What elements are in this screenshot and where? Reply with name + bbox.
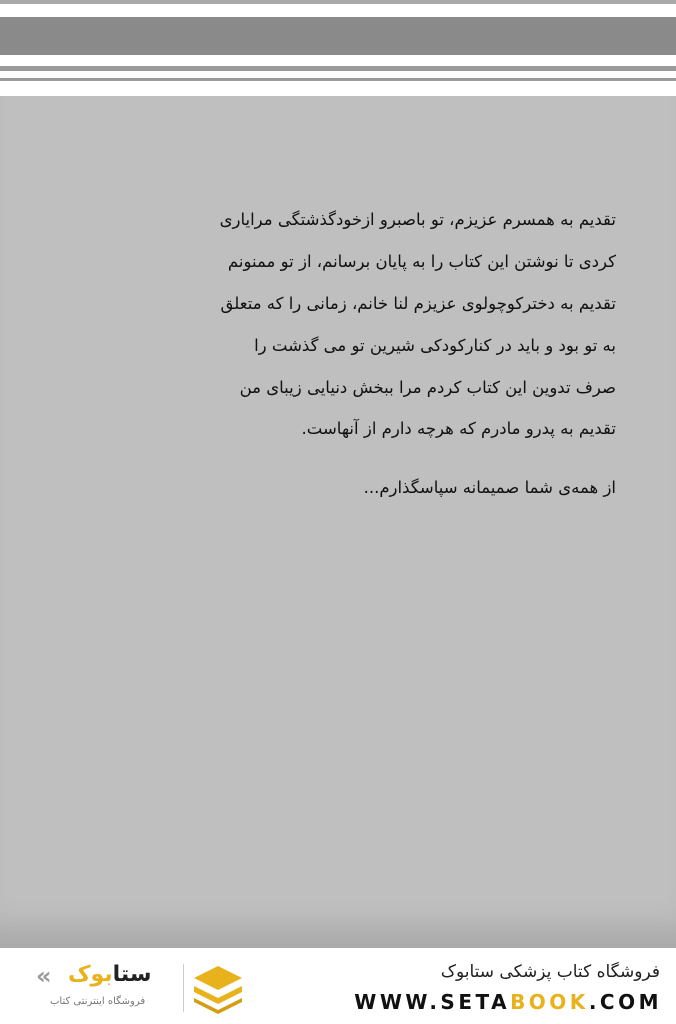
logo-wordmark — [68, 962, 151, 987]
dedication-line: تقدیم به پدرو مادرم که هرچه دارم از آنهاست. — [301, 419, 616, 438]
dedication-line: تقدیم به دخترکوچولوی عزیزم لنا خانم، زمانی را که متعلق — [220, 294, 616, 313]
logo-tagline: فروشگاه اینترنتی کتاب — [50, 996, 146, 1007]
website-url-suffix: .COM — [588, 990, 662, 1014]
dedication-page — [0, 96, 676, 948]
dedication-line: تقدیم به همسرم عزیزم، تو باصبرو ازخودگذشتگی مرایاری — [219, 210, 616, 229]
website-url-accent: BOOK — [510, 990, 589, 1014]
header-band — [0, 17, 676, 55]
website-url-prefix: WWW.SETA — [354, 990, 511, 1014]
dedication-line: کردی تا نوشتن این کتاب را به پایان برسانم، از تو ممنونم — [227, 252, 616, 271]
chevron-left-icon: « — [36, 962, 52, 990]
thanks-line: از همه‌ی شما صمیمانه سپاسگذارم... — [363, 478, 616, 497]
header-stripe-top — [0, 0, 676, 4]
dedication-line: صرف تدوین این کتاب کردم مرا ببخش دنیایی زیبای من — [239, 378, 616, 397]
logo-wordmark-dark: ستا — [112, 962, 152, 987]
website-url[interactable] — [354, 990, 662, 1014]
dedication-line: به تو بود و باید در کنارکودکی شیرین تو می گذشت را — [254, 336, 616, 355]
footer — [0, 948, 676, 1024]
logo-wordmark-accent: بوک — [68, 962, 113, 987]
store-name: فروشگاه کتاب پزشکی ستابوک — [440, 962, 660, 982]
header-stripe-bottom — [0, 78, 676, 81]
book-logo-icon — [190, 962, 246, 1014]
logo-divider — [183, 964, 184, 1012]
header-stripe-middle — [0, 66, 676, 71]
